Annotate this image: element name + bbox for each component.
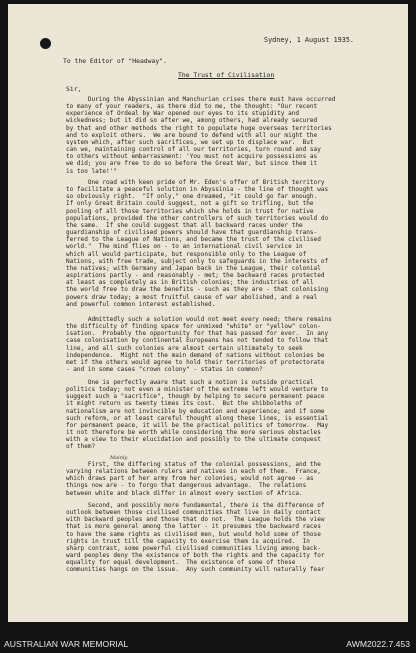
handwritten-margin-note: Mainly [110, 455, 128, 461]
paragraph-1: During the Abyssinian and Manchurian crises there must have occurred to many of your readers, as there did to me, the thought: "Our recent experience of Ordeal by War opened our eyes to its stupidity and wickedness; but it did so after we, among others, had already secured by that and other methods the right to populate huge overseas territories and to exploit others. We are bound to defend with all our might the system which, after such sacrifices, we set up to displace war. But can we, maintaining control of all our territories, turn round and say to others without embarrassment: 'You must not acquire possessions as we did; you are free to do so before the Great War, but since them it is too late!'" [66, 96, 336, 175]
paragraph-3: Admittedly such a solution would not meet every need; there remains the difficulty of finding space for unmixed "white" or "yellow" colon- isation. Probably the opportunity for that has passed for ever. In any case colonisation by continental Europeans has not tended to follow that line, and all such colonies are almost certain ultimately to seek independence. Might not the main demand of nations without colonies be met if the others would agree to hold their territories of protectorate - and in some cases "crown colony" - status in common? [66, 316, 332, 374]
archive-source: AUSTRALIAN WAR MEMORIAL [4, 639, 129, 649]
paragraph-6: Second, and possibly more fundamental, there is the difference of outlook between those civilised communities that live in daily contact with backward peoples and those that do not. The League holds the view that is more general among the latter - it presumes the backward races to have the same rights as civilised men, but would hold some of those rights in trust till the capacity to exercise them is acquired. In sharp contrast, some powerful civilised communities living among back- ward peoples deny the existence of both the rights and the capacity for equality for equal development. The existence of some of these communities hangs on the issue. Any such community will naturally fear [66, 502, 325, 574]
archive-footer [0, 636, 416, 653]
dateline: Sydney, 1 August 1935. [264, 36, 355, 44]
punch-hole [40, 38, 51, 49]
letter-page [8, 4, 408, 622]
paragraph-2: One road with keen pride of Mr. Eden's offer of British territory to facilitate a peaceful solution in Abyssinia - the line of thought was so obviously right. "If only," one dreamed, "it could go far enough. If only Great Britain could suggest, not a gift so trifling, but the pooling of all those territories which she holds in trust for native populations, provided the other controllers of such territories would do the same. If she could suggest that all backward races under the guardianship of civilised powers should have that guardianship trans- ferred to the League of Nations, and became the trust of the civilised world." The mind flies on - to an international civil service in which all would participate, but responsible only to the League of Nations, with free trade, subject only to safeguards in the interests of the natives; with Germany and Japan back in the League, their colonial aspirations partly - and reasonably - met; the backward races protected at least as completely as in British colonies; the industries of all the world free to draw the benefits - such as they are - that colonising powers draw today; a most fruitful cause of war abolished, and a real and powerful common interest established. [66, 179, 329, 308]
paragraph-5: First, the differing status of the colonial possessions, and the varying relations between rulers and natives in each of them. France, which draws part of her army from her colonies, would not agree - as things now are - to forgo that dangerous advantage. The relations between white and black differ in almost every section of Africa. [66, 461, 321, 497]
address-line: To the Editor of "Headway". [63, 57, 167, 65]
salutation: Sir, [66, 85, 82, 93]
archive-reference: AWM2022.7.453 [346, 639, 410, 649]
paragraph-4: One is perfectly aware that such a notion is outside practical politics today; not even a minister of the extreme left would venture to suggest such a "sacrifice", though by helping to secure permanent peace it might return us twenty times its cost. But the shibboleths of nationalism are not invincible by education and experience; and if some such reform, or at least careful thought along these lines, is essential for permanent peace, it will be the practical politics of tomorrow. May it not therefore be worth while considering the more serious obstacles with a view to their elucidation and possibly to the ultimate conquest of them? [66, 379, 329, 451]
letter-title: The Trust of Civilisation [178, 71, 275, 79]
